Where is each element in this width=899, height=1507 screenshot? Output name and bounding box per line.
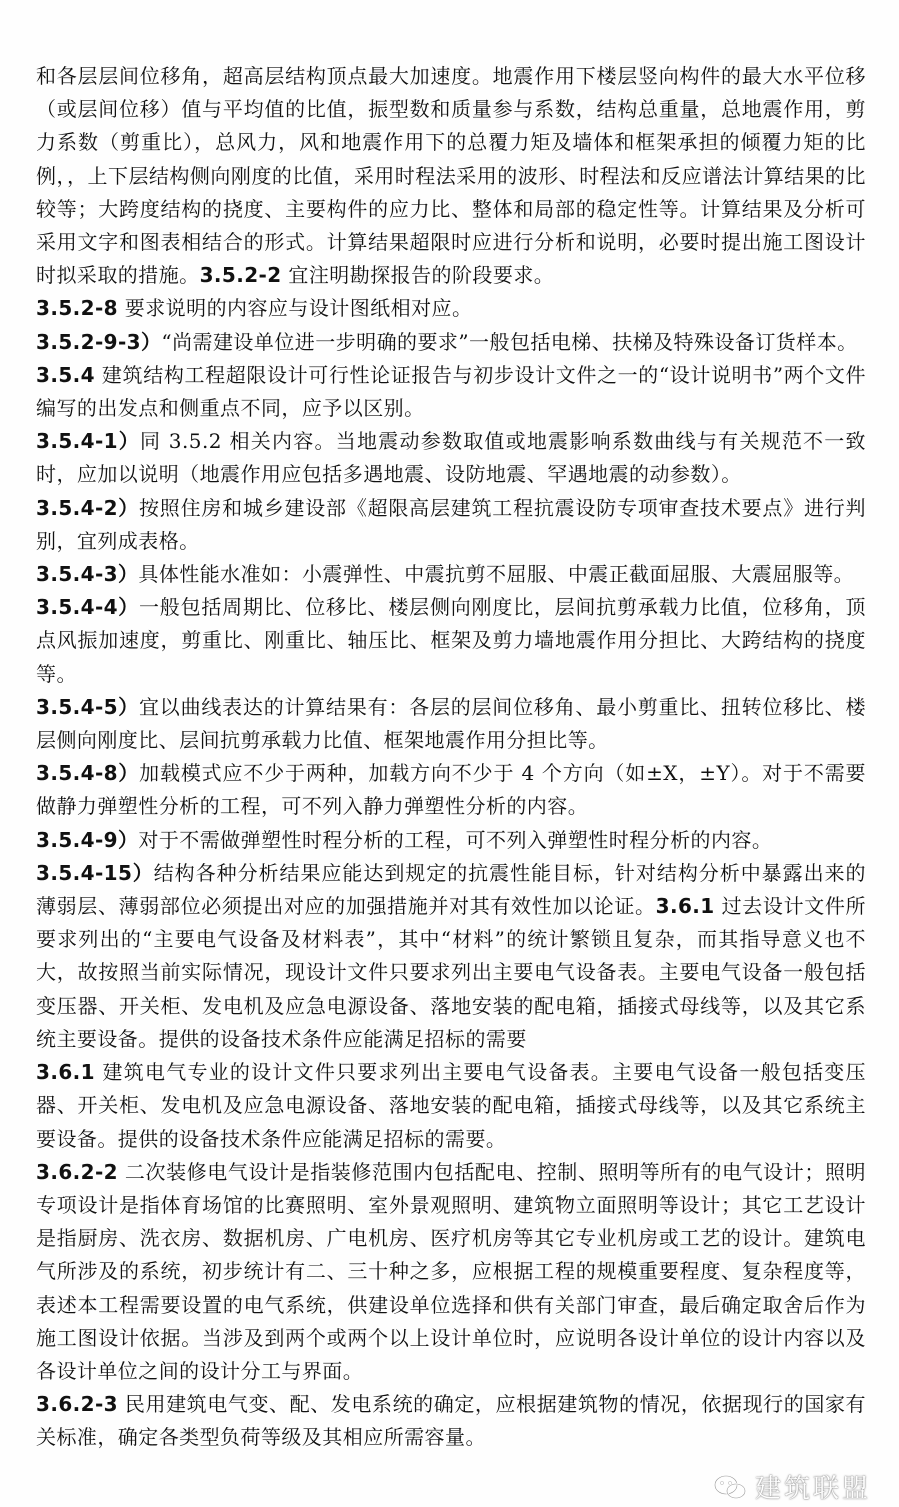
- clause-number: 3.5.4-3）: [36, 562, 139, 587]
- paragraph: [36, 425, 866, 491]
- clause-number: 3.6.1: [36, 1060, 95, 1085]
- paragraph-text: 过去设计文件所要求列出的“主要电气设备及材料表”，其中“材料”的统计繁锁且复杂，而其指导意义也不大，故按照当前实际情况，现设计文件只要求列出主要电气设备表。主要电气设备一般包括变压器、开关柜、发电机及应急电源设备、落地安装的配电箱，插接式母线等，以及其它系统主要设备。提供的设备技术条件应能满足招标的需要: [36, 894, 867, 1051]
- clause-number: 3.6.2-3: [36, 1392, 118, 1417]
- paragraph-text: 按照住房和城乡建设部《超限高层建筑工程抗震设防专项审查技术要点》进行判别，宜列成表格。: [36, 495, 866, 553]
- paragraph: [36, 60, 866, 292]
- paragraph: [36, 824, 866, 857]
- paragraph: [36, 1156, 866, 1388]
- clause-number: 3.6.1: [655, 894, 715, 919]
- paragraph: [36, 326, 866, 359]
- paragraph: [36, 558, 866, 591]
- paragraph-text: 一般包括周期比、位移比、楼层侧向刚度比，层间抗剪承载力比值，位移角，顶点风振加速度，剪重比、刚重比、轴压比、框架及剪力墙地震作用分担比、大跨结构的挠度等。: [36, 595, 866, 686]
- paragraph: [36, 1388, 866, 1454]
- clause-number: 3.5.4-9）: [36, 827, 139, 852]
- clause-number: 3.5.4-8）: [36, 761, 140, 786]
- paragraph: [36, 1056, 866, 1156]
- paragraph: [36, 691, 866, 757]
- clause-number: 3.5.4-1）: [36, 429, 140, 454]
- clause-number: 3.5.2-8: [36, 296, 118, 321]
- paragraph-text: 对于不需做弹塑性时程分析的工程，可不列入弹塑性时程分析的内容。: [138, 827, 773, 852]
- paragraph-text: 和各层层间位移角，超高层结构顶点最大加速度。地震作用下楼层竖向构件的最大水平位移（或层间位移）值与平均值的比值，振型数和质量参与系数，结构总重量，总地震作用，剪力系数（剪重比），总风力，风和地震作用下的总覆力矩及墙体和框架承担的倾覆力矩的比例，，上下层结构侧向刚度的比值，采用时程法采用的波形、时程法和反应谱法计算结果的比较等；大跨度结构的挠度、主要构件的应力比、整体和局部的稳定性等。计算结果及分析可采用文字和图表相结合的形式。计算结果超限时应进行分析和说明，必要时提出施工图设计时拟采取的措施。: [36, 64, 866, 288]
- document-body: [36, 60, 866, 1455]
- paragraph: [36, 292, 866, 325]
- paragraph: [36, 492, 866, 558]
- paragraph-text: 具体性能水准如：小震弹性、中震抗剪不屈服、中震正截面屈服、大震屈服等。: [138, 562, 855, 587]
- paragraph-text: 要求说明的内容应与设计图纸相对应。: [117, 296, 473, 321]
- watermark: [713, 1468, 871, 1505]
- clause-number: 3.5.2-9-3）: [36, 329, 162, 354]
- paragraph-text: 同 3.5.2 相关内容。当地震动参数取值或地震影响系数曲线与有关规范不一致时，应加以说明（地震作用应包括多遇地震、设防地震、罕遇地震的动参数）。: [36, 429, 866, 487]
- paragraph-text: 加载模式应不少于两种，加载方向不少于 4 个方向（如±X，±Y）。对于不需要做静力弹塑性分析的工程，可不列入静力弹塑性分析的内容。: [36, 761, 866, 819]
- clause-number: 3.5.4-4）: [36, 595, 140, 620]
- paragraph: [36, 359, 866, 425]
- clause-number: 3.5.4-5）: [36, 694, 140, 719]
- paragraph: [36, 857, 866, 1056]
- clause-number: 3.5.4-2）: [36, 495, 140, 520]
- paragraph-text: 民用建筑电气变、配、发电系统的确定，应根据建筑物的情况，依据现行的国家有关标准，确定各类型负荷等级及其相应所需容量。: [36, 1392, 866, 1450]
- paragraph-text: 建筑电气专业的设计文件只要求列出主要电气设备表。主要电气设备一般包括变压器、开关柜、发电机及应急电源设备、落地安装的配电箱，插接式母线等，以及其它系统主要设备。提供的设备技术条件应能满足招标的需要。: [36, 1060, 866, 1151]
- paragraph: [36, 591, 866, 691]
- paragraph-text: 二次装修电气设计是指装修范围内包括配电、控制、照明等所有的电气设计；照明专项设计是指体育场馆的比赛照明、室外景观照明、建筑物立面照明等设计；其它工艺设计是指厨房、洗衣房、数据机房、广电机房、医疗机房等其它专业机房或工艺的设计。建筑电气所涉及的系统，初步统计有二、三十种之多，应根据工程的规模重要程度、复杂程度等，表述本工程需要设置的电气系统，供建设单位选择和供有关部门审查，最后确定取舍后作为施工图设计依据。当涉及到两个或两个以上设计单位时，应说明各设计单位的设计内容以及各设计单位之间的设计分工与界面。: [36, 1159, 866, 1383]
- clause-number: 3.5.4-15）: [36, 860, 154, 885]
- clause-number: 3.6.2-2: [36, 1159, 118, 1184]
- clause-number: 3.5.2-2: [199, 263, 282, 288]
- page-footer: [0, 1467, 899, 1507]
- watermark-text: 建筑联盟: [754, 1474, 871, 1504]
- paragraph-text: 建筑结构工程超限设计可行性论证报告与初步设计文件之一的“设计说明书”两个文件编写的出发点和侧重点不同，应予以区别。: [36, 362, 866, 421]
- paragraph-text: “尚需建设单位进一步明确的要求”一般包括电梯、扶梯及特殊设备订货样本。: [161, 329, 858, 354]
- paragraph-text: 宜注明勘探报告的阶段要求。: [281, 263, 555, 288]
- paragraph-text: 结构各种分析结果应能达到规定的抗震性能目标，针对结构分析中暴露出来的薄弱层、薄弱部位必须提出对应的加强措施并对其有效性加以论证。: [36, 860, 866, 919]
- clause-number: 3.5.4: [36, 362, 95, 387]
- wechat-chat-bubble-icon: [713, 1473, 747, 1501]
- paragraph-text: 宜以曲线表达的计算结果有：各层的层间位移角、最小剪重比、扭转位移比、楼层侧向刚度比、层间抗剪承载力比值、框架地震作用分担比等。: [36, 694, 866, 753]
- paragraph: [36, 757, 866, 823]
